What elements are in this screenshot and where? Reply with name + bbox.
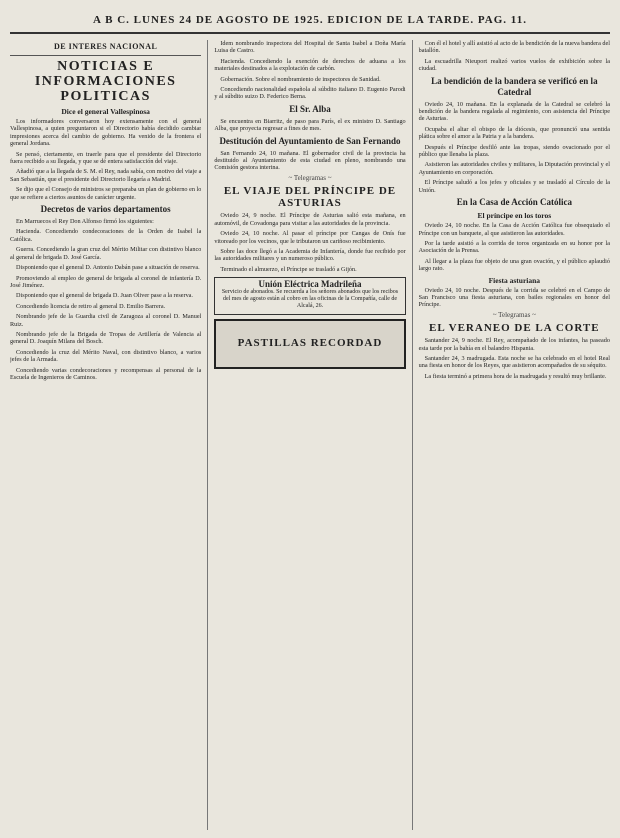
masthead: A B C. LUNES 24 DE AGOSTO DE 1925. EDICION DE LA TARDE. PAG. 11. (10, 8, 610, 34)
paragraph: Con él el hotel y allí asistió al acto de la bendición de la nueva bandera del batallón. (418, 40, 610, 55)
paragraph: Disponiendo que el general D. Antonio Dabán pase a situación de reserva. (16, 264, 200, 272)
paragraph: Disponiendo que el general de brigada D. Juan Oliver pase a la reserva. (16, 292, 193, 300)
paragraph: Hacienda. Concediendo condecoraciones de la Orden de Isabel la Católica. (10, 228, 202, 243)
subheadline: Dice el general Vallespinosa (61, 107, 150, 116)
section-title: DE INTERES NACIONAL (54, 42, 158, 51)
paragraph: Santander 24, 3 madrugada. Esta noche se ha celebrado en el hotel Real una fiesta en honor de los Reyes, que asistieron acompañados de su séquito. (418, 354, 610, 370)
subheadline: Decretos de varios departamentos (40, 204, 171, 215)
advertisement (214, 277, 405, 315)
divider (10, 55, 201, 56)
paragraph: Santander 24, 9 noche. El Rey, acompañado de los infantes, ha paseado esta tarde por la bahía en el balandro Hispania. (418, 337, 610, 352)
headline: EL VIAJE DEL PRÍNCIPE DE ASTURIAS (223, 185, 397, 210)
paragraph: Por la tarde asistió a la corrida de toros organizada en su honor por la Asociación de la Prensa. (418, 239, 610, 255)
paragraph: La fiesta terminó a primera hora de la madrugada y resultó muy brillante. (424, 372, 607, 380)
paragraph: Concediendo nacionalidad española al súbdito italiano D. Eugenio Parodi y al súbdito suizo D. Federico Berna. (214, 86, 406, 101)
paragraph: La escuadrilla Nieuport realizó varios vuelos de exhibición sobre la ciudad. (418, 57, 610, 73)
column-1 (10, 40, 201, 830)
headline: En la Casa de Acción Católica (456, 197, 572, 208)
paragraph: Idem nombrando inspectora del Hospital de Santa Isabel a Doña María Luisa de Castro. (214, 40, 406, 55)
paragraph: Gobernación. Sobre el nombramiento de inspectores de Sanidad. (220, 75, 381, 83)
paragraph: Concediendo la cruz del Mérito Naval, con distintivo blanco, a varios jefes de la Armada. (10, 348, 202, 364)
ad-text: Servicio de abonados. Se recuerda a los señores abonados que los recibos del mes de agosto están al cobro en las oficinas de la Compañía, calle de Alcalá, 26. (221, 288, 399, 310)
headline: EL VERANEO DE LA CORTE (429, 322, 600, 335)
paragraph: Asistieron las autoridades civiles y militares, la Diputación provincial y el Ayuntamiento en corporación. (418, 161, 610, 176)
paragraph: Terminado el almuerzo, el Príncipe se trasladó a Gijón. (220, 265, 357, 273)
paragraph: Concediendo varias condecoraciones y recompensas al personal de la Escuela de Ingenieros de Caminos. (10, 366, 202, 381)
paragraph: Añadió que a la llegada de S. M. el Rey, nada sabía, con motivo del viaje a San Sebastián, que el presidente del Directorio llegaría a Madrid. (10, 168, 202, 183)
paragraph: Oviedo 24, 10 noche. Después de la corrida se celebró en el Campo de San Francisco una fiesta asturiana, con bailes regionales en honor del Príncipe. (418, 286, 610, 309)
paragraph: Concediendo licencia de retiro al general D. Emilio Barrera. (16, 302, 166, 310)
paragraph: Oviedo 24, 10 mañana. En la explanada de la Catedral se celebró la bendición de la bandera regalada al regimiento, con asistencia del Príncipe de Asturias. (418, 100, 610, 123)
paragraph: Se dijo que el Consejo de ministros se preparaba un plan de gobierno en lo que se refiere a ciertos asuntos de carácter urgente. (10, 186, 202, 201)
paragraph: Nombrando jefe de la Brigada de Tropas de Artillería de Valencia al general D. Joaquín Milans del Bosch. (10, 330, 202, 346)
headline: Destitución del Ayuntamiento de San Fernando (219, 135, 401, 146)
subheadline: El príncipe en los toros (477, 211, 552, 221)
ornament: ~ Telegramas ~ (492, 310, 536, 319)
paragraph: Después el Príncipe desfiló ante las tropas, siendo ovacionado por el público que llenaba la plaza. (418, 143, 610, 159)
headline: La bendición de la bandera se verificó en la Catedral (431, 75, 598, 97)
column-3 (412, 40, 610, 830)
paragraph: Promoviendo al empleo de general de brigada al coronel de infantería D. José Jiménez. (10, 274, 202, 289)
paragraph: Se encuentra en Biarritz, de paso para París, el ex ministro D. Santiago Alba, que proyecta regresar a fines de mes. (214, 117, 406, 133)
paragraph: Sobre las doce llegó a la Academia de Infantería, donde fue recibido por las autoridades militares y un numeroso público. (214, 247, 406, 263)
headline: El Sr. Alba (289, 103, 331, 114)
paragraph: El Príncipe saludó a los jefes y oficiales y se trasladó al Círculo de la Unión. (418, 179, 610, 194)
ad-title: Unión Eléctrica Madrileña (258, 279, 362, 290)
paragraph: Nombrando jefe de la Guardia civil de Zaragoza al coronel D. Manuel Ruiz. (10, 313, 202, 328)
ornament: ~ Telegramas ~ (288, 173, 332, 182)
advertisement-banner: PASTILLAS RECORDAD (214, 319, 405, 369)
paragraph: Guerra. Concediendo la gran cruz del Mérito Militar con distintivo blanco al general de brigada D. José García. (10, 246, 202, 261)
paragraph: Al llegar a la plaza fue objeto de una gran ovación, y el público aplaudió largo rato. (418, 257, 610, 273)
paragraph: Oviedo 24, 9 noche. El Príncipe de Asturias salió esta mañana, en automóvil, de Covadonga para visitar a las autoridades de la provincia. (214, 212, 406, 227)
column-2 (207, 40, 405, 830)
paragraph: Oviedo 24, 10 noche. Al pasar el príncipe por Cangas de Onís fue vitoreado por los vecinos, que le tributaron un cariñoso recibimiento. (214, 230, 406, 245)
paragraph: Ocupaba el altar el obispo de la diócesis, que pronunció una sentida plática sobre el amor a la Patria y a la bandera. (418, 125, 610, 141)
headline: NOTICIAS E INFORMACIONES POLITICAS (34, 59, 177, 104)
paragraph: Los informadores conversaron hoy extensamente con el general Vallespinosa, a quien preguntaron si el Directorio había decidido cambiar impresiones acerca del cambio de gobierno. Ha venido de la frontera el general Jordana. (10, 118, 202, 148)
paragraph: En Marruecos el Rey Don Alfonso firmó los siguientes: (16, 218, 154, 226)
paragraph: San Fernando 24, 10 mañana. El gobernador civil de la provincia ha destituido al Ayuntamiento de esta ciudad en pleno, nombrando una Comisión gestora interina. (214, 149, 406, 172)
paragraph: Hacienda. Concediendo la exención de derechos de aduana a los materiales destinados a la explotación de carbón. (214, 57, 406, 73)
paragraph: Oviedo 24, 10 noche. En la Casa de Acción Católica fue obsequiado el Príncipe con un banquete, al que asistieron las autoridades. (418, 222, 610, 237)
subheadline: Fiesta asturiana (488, 275, 541, 285)
paragraph: Se pensó, ciertamente, en traerle para que el presidente del Directorio fuera recibido a su llegada, y que se dé entera satisfacción del viaje. (10, 150, 202, 166)
